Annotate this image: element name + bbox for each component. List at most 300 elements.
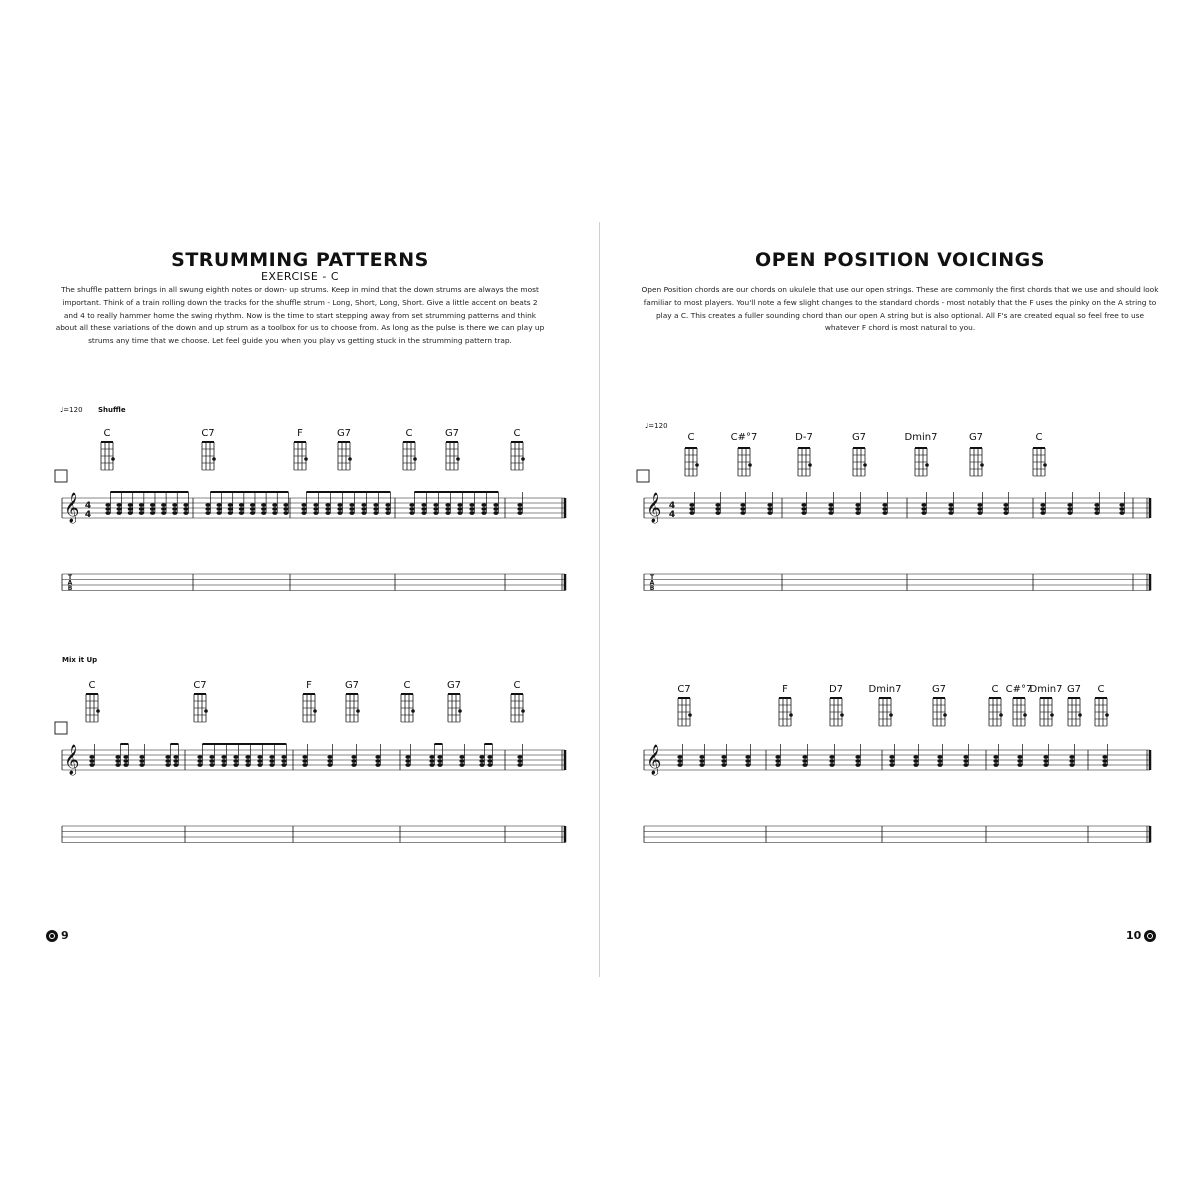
note-head	[165, 755, 170, 759]
chord-finger-dot	[521, 457, 525, 461]
note-head	[517, 507, 522, 511]
note-head	[1102, 763, 1107, 767]
page-number-right	[1126, 929, 1156, 942]
note-head	[205, 511, 210, 515]
note-head	[882, 511, 887, 515]
tab-clef-letter: B	[649, 585, 655, 592]
note-head	[313, 507, 318, 511]
note-head	[677, 759, 682, 763]
chord-name: G7	[444, 428, 460, 439]
note-head	[375, 763, 380, 767]
note-head	[699, 755, 704, 759]
note-head	[150, 507, 155, 511]
chord-finger-dot	[458, 709, 462, 713]
note-head	[802, 763, 807, 767]
chord-finger-dot	[789, 713, 793, 717]
chord-name: D7	[828, 684, 844, 695]
ukulele-logo-icon	[1144, 930, 1156, 942]
note-head	[913, 759, 918, 763]
note-head	[257, 763, 262, 767]
note-head	[139, 763, 144, 767]
note-head	[429, 759, 434, 763]
note-head	[889, 759, 894, 763]
tempo-marking: ♩=120	[60, 406, 83, 414]
note-head	[993, 759, 998, 763]
chord-finger-dot	[304, 457, 308, 461]
intro-paragraph: The shuffle pattern brings in all swung eighth notes or down- up strums. Keep in mind that the down strums are always the most important. Think of a train rolling down the tracks for the shuffle strum - Long, Short, Long, Short. Give a little accent on beats 2 and 4 to really hammer home the swing rhythm. Now is the time to start stepping away from set strumming patterns and think about all these variations of the down and up strum as a toolbox for us to choose from. As long as the pulse is there we can play up strums any time that we choose. Let feel guide you when you play vs getting stuck in the strumming pattern trap.	[55, 285, 545, 346]
note-head	[715, 503, 720, 507]
chord-diagram	[338, 442, 352, 470]
page-title-right: OPEN POSITION VOICINGS	[755, 249, 1045, 271]
chord-finger-dot	[212, 457, 216, 461]
note-head	[715, 511, 720, 515]
note-head	[89, 759, 94, 763]
note-head	[937, 759, 942, 763]
chord-diagram	[1068, 698, 1082, 726]
chord-finger-dot	[808, 463, 812, 467]
note-head	[882, 507, 887, 511]
note-head	[165, 763, 170, 767]
chord-name: C	[405, 428, 413, 439]
chord-diagram	[853, 448, 867, 476]
note-head	[457, 503, 462, 507]
note-head	[197, 759, 202, 763]
note-head	[689, 503, 694, 507]
note-head	[250, 511, 255, 515]
note-head	[373, 511, 378, 515]
note-head	[429, 755, 434, 759]
chord-diagram	[403, 442, 417, 470]
note-head	[209, 763, 214, 767]
note-head	[855, 511, 860, 515]
chord-name: C#°7	[1005, 684, 1033, 695]
note-head	[257, 755, 262, 759]
note-head	[993, 763, 998, 767]
note-head	[1069, 759, 1074, 763]
chord-finger-dot	[1050, 713, 1054, 717]
note-head	[433, 511, 438, 515]
time-signature-bottom: 4	[84, 510, 92, 520]
chord-name: G7	[446, 680, 462, 691]
note-head	[139, 759, 144, 763]
note-head	[301, 507, 306, 511]
note-head	[517, 511, 522, 515]
chord-finger-dot	[688, 713, 692, 717]
chord-finger-dot	[1023, 713, 1027, 717]
system-a-right	[600, 428, 1200, 618]
note-head	[150, 503, 155, 507]
note-head	[228, 511, 233, 515]
note-head	[487, 763, 492, 767]
note-head	[1102, 755, 1107, 759]
note-head	[677, 755, 682, 759]
note-head	[209, 755, 214, 759]
note-head	[437, 763, 442, 767]
note-head	[349, 507, 354, 511]
note-head	[161, 503, 166, 507]
note-head	[115, 763, 120, 767]
chord-finger-dot	[980, 463, 984, 467]
note-head	[361, 507, 366, 511]
chord-name: F	[297, 428, 303, 439]
note-head	[183, 503, 188, 507]
note-head	[173, 759, 178, 763]
chord-diagram	[685, 448, 699, 476]
chord-name: F	[782, 684, 788, 695]
chord-diagram	[738, 448, 752, 476]
note-head	[283, 503, 288, 507]
note-head	[469, 507, 474, 511]
chord-diagram	[779, 698, 793, 726]
note-head	[457, 511, 462, 515]
note-head	[327, 763, 332, 767]
chord-name: C	[513, 680, 521, 691]
chord-finger-dot	[456, 457, 460, 461]
chord-diagram	[294, 442, 308, 470]
chord-diagram	[830, 698, 844, 726]
note-head	[459, 763, 464, 767]
tab-clef-letter: T	[649, 574, 655, 581]
note-head	[221, 755, 226, 759]
chord-name: C	[88, 680, 96, 691]
note-head	[105, 503, 110, 507]
note-head	[977, 511, 982, 515]
chord-name: G7	[851, 432, 867, 443]
note-head	[361, 503, 366, 507]
chord-name: C	[1097, 684, 1105, 695]
note-head	[913, 755, 918, 759]
note-head	[337, 511, 342, 515]
chord-diagram	[970, 448, 984, 476]
note-head	[373, 507, 378, 511]
note-head	[745, 759, 750, 763]
chord-name: C7	[677, 684, 691, 695]
note-head	[139, 755, 144, 759]
note-head	[197, 763, 202, 767]
note-head	[740, 511, 745, 515]
note-head	[1119, 507, 1124, 511]
note-head	[937, 763, 942, 767]
note-head	[217, 503, 222, 507]
chord-name: F	[306, 680, 312, 691]
rehearsal-box	[55, 470, 67, 482]
chord-diagram	[1095, 698, 1109, 726]
note-head	[479, 755, 484, 759]
time-signature-bottom: 4	[668, 510, 676, 520]
note-head	[205, 503, 210, 507]
section-label-shuffle: Shuffle	[98, 406, 126, 414]
note-head	[1043, 763, 1048, 767]
note-head	[977, 507, 982, 511]
note-head	[775, 763, 780, 767]
note-head	[855, 763, 860, 767]
chord-diagram	[1040, 698, 1054, 726]
note-head	[828, 503, 833, 507]
chord-diagram	[933, 698, 947, 726]
note-head	[272, 507, 277, 511]
note-head	[921, 511, 926, 515]
note-head	[209, 759, 214, 763]
chord-name: G7	[336, 428, 352, 439]
note-head	[1119, 511, 1124, 515]
note-head	[963, 759, 968, 763]
note-head	[283, 511, 288, 515]
note-head	[937, 755, 942, 759]
time-signature-top: 4	[668, 501, 676, 511]
note-head	[1119, 503, 1124, 507]
chord-name: C	[1035, 432, 1043, 443]
note-head	[337, 507, 342, 511]
note-head	[325, 507, 330, 511]
note-head	[105, 507, 110, 511]
note-head	[128, 507, 133, 511]
note-head	[150, 511, 155, 515]
note-head	[105, 511, 110, 515]
note-head	[802, 755, 807, 759]
chord-name: Dmin7	[1029, 684, 1063, 695]
note-head	[481, 507, 486, 511]
exercise-subtitle: EXERCISE - C	[260, 270, 340, 283]
note-head	[375, 755, 380, 759]
note-head	[433, 507, 438, 511]
ukulele-logo-icon	[46, 930, 58, 942]
note-head	[699, 763, 704, 767]
note-head	[123, 759, 128, 763]
note-head	[829, 763, 834, 767]
note-head	[228, 507, 233, 511]
note-head	[469, 503, 474, 507]
note-head	[469, 511, 474, 515]
note-head	[117, 511, 122, 515]
note-head	[948, 503, 953, 507]
chord-diagram	[511, 694, 525, 722]
note-head	[409, 503, 414, 507]
chord-finger-dot	[999, 713, 1003, 717]
chord-finger-dot	[889, 713, 893, 717]
chord-finger-dot	[1043, 463, 1047, 467]
chord-finger-dot	[695, 463, 699, 467]
chord-name: Dmin7	[868, 684, 902, 695]
note-head	[385, 511, 390, 515]
note-head	[197, 755, 202, 759]
note-head	[740, 507, 745, 511]
chord-diagram	[202, 442, 216, 470]
right-page	[600, 0, 1200, 1200]
note-head	[351, 759, 356, 763]
note-head	[459, 759, 464, 763]
rehearsal-box	[55, 722, 67, 734]
note-head	[245, 755, 250, 759]
note-head	[481, 503, 486, 507]
note-head	[250, 503, 255, 507]
note-head	[221, 759, 226, 763]
chord-diagram	[879, 698, 893, 726]
note-head	[217, 507, 222, 511]
note-head	[123, 763, 128, 767]
note-head	[913, 763, 918, 767]
note-head	[173, 755, 178, 759]
note-head	[1003, 503, 1008, 507]
note-head	[405, 763, 410, 767]
chord-finger-dot	[840, 713, 844, 717]
note-head	[205, 507, 210, 511]
note-head	[172, 511, 177, 515]
note-head	[493, 503, 498, 507]
note-head	[272, 511, 277, 515]
note-head	[325, 511, 330, 515]
note-head	[459, 755, 464, 759]
note-head	[481, 511, 486, 515]
chord-diagram	[86, 694, 100, 722]
page-title: STRUMMING PATTERNS	[171, 249, 429, 271]
chord-finger-dot	[1078, 713, 1082, 717]
note-head	[409, 507, 414, 511]
note-head	[302, 759, 307, 763]
page-number-text-right: 10	[1126, 929, 1142, 942]
note-head	[801, 507, 806, 511]
note-head	[882, 503, 887, 507]
note-head	[1040, 511, 1045, 515]
note-head	[445, 511, 450, 515]
note-head	[829, 755, 834, 759]
chord-finger-dot	[111, 457, 115, 461]
chord-name: C#°7	[730, 432, 758, 443]
note-head	[221, 763, 226, 767]
chord-name: G7	[1066, 684, 1082, 695]
note-head	[429, 763, 434, 767]
note-head	[161, 507, 166, 511]
note-head	[349, 511, 354, 515]
chord-name: C	[687, 432, 695, 443]
note-head	[689, 507, 694, 511]
note-head	[963, 763, 968, 767]
note-head	[517, 763, 522, 767]
note-head	[351, 763, 356, 767]
chord-name: D-7	[795, 432, 813, 443]
note-head	[889, 763, 894, 767]
chord-finger-dot	[411, 709, 415, 713]
note-head	[139, 503, 144, 507]
note-head	[361, 511, 366, 515]
note-head	[385, 507, 390, 511]
note-head	[493, 507, 498, 511]
chord-diagram	[511, 442, 525, 470]
note-head	[257, 759, 262, 763]
note-head	[233, 759, 238, 763]
treble-clef-icon: 𝄞	[646, 745, 662, 775]
note-head	[245, 759, 250, 763]
intro-paragraph-right: Open Position chords are our chords on ukulele that use our open strings. These are commonly the first chords that we use and should look familiar to most players. You'll note a few slight changes to the standard chords - most notably that the F uses the pinky on the A string to play a C. This creates a fuller sounding chord than our open A string but is also optional. All F's are created equal so feel free to use whatever F chord is most natural to you.	[641, 285, 1159, 333]
chord-name: G7	[931, 684, 947, 695]
section-label-mix: Mix it Up	[62, 656, 98, 664]
note-head	[409, 511, 414, 515]
treble-clef-icon: 𝄞	[64, 493, 80, 523]
note-head	[1094, 503, 1099, 507]
note-head	[261, 511, 266, 515]
chord-finger-dot	[748, 463, 752, 467]
chord-finger-dot	[413, 457, 417, 461]
note-head	[1067, 507, 1072, 511]
note-head	[993, 755, 998, 759]
note-head	[775, 755, 780, 759]
chord-finger-dot	[313, 709, 317, 713]
chord-diagram	[1013, 698, 1027, 726]
system-b-left	[0, 672, 600, 862]
note-head	[1017, 763, 1022, 767]
note-head	[117, 503, 122, 507]
note-head	[745, 755, 750, 759]
note-head	[115, 755, 120, 759]
chord-diagram	[401, 694, 415, 722]
note-head	[437, 755, 442, 759]
note-head	[405, 755, 410, 759]
system-b-right	[600, 676, 1200, 866]
note-head	[233, 763, 238, 767]
page-number-text: 9	[61, 929, 69, 942]
note-head	[281, 759, 286, 763]
tab-clef-letter: T	[67, 574, 73, 581]
note-head	[313, 503, 318, 507]
note-head	[1102, 759, 1107, 763]
note-head	[517, 503, 522, 507]
chord-diagram	[303, 694, 317, 722]
note-head	[245, 763, 250, 767]
note-head	[421, 511, 426, 515]
note-head	[921, 503, 926, 507]
note-head	[829, 759, 834, 763]
note-head	[1069, 755, 1074, 759]
page-number-left	[46, 929, 69, 942]
chord-finger-dot	[356, 709, 360, 713]
note-head	[281, 763, 286, 767]
time-signature-top: 4	[84, 501, 92, 511]
note-head	[889, 755, 894, 759]
tempo-marking-right: ♩=120	[645, 422, 668, 430]
rehearsal-box	[637, 470, 649, 482]
note-head	[301, 511, 306, 515]
note-head	[172, 507, 177, 511]
note-head	[128, 511, 133, 515]
note-head	[165, 759, 170, 763]
note-head	[775, 759, 780, 763]
note-head	[855, 755, 860, 759]
system-a-left	[0, 420, 600, 620]
note-head	[721, 755, 726, 759]
tab-clef-letter: B	[67, 585, 73, 592]
note-head	[173, 763, 178, 767]
note-head	[855, 503, 860, 507]
note-head	[327, 755, 332, 759]
note-head	[1043, 759, 1048, 763]
note-head	[375, 759, 380, 763]
note-head	[217, 511, 222, 515]
chord-name: C	[991, 684, 999, 695]
note-head	[1040, 503, 1045, 507]
chord-diagram	[346, 694, 360, 722]
note-head	[405, 759, 410, 763]
treble-clef-icon: 𝄞	[64, 745, 80, 775]
note-head	[767, 507, 772, 511]
note-head	[445, 507, 450, 511]
note-head	[269, 763, 274, 767]
note-head	[269, 759, 274, 763]
tab-clef-letter: A	[67, 579, 73, 587]
chord-diagram	[194, 694, 208, 722]
note-head	[325, 503, 330, 507]
chord-finger-dot	[943, 713, 947, 717]
chord-diagram	[1033, 448, 1047, 476]
chord-finger-dot	[96, 709, 100, 713]
